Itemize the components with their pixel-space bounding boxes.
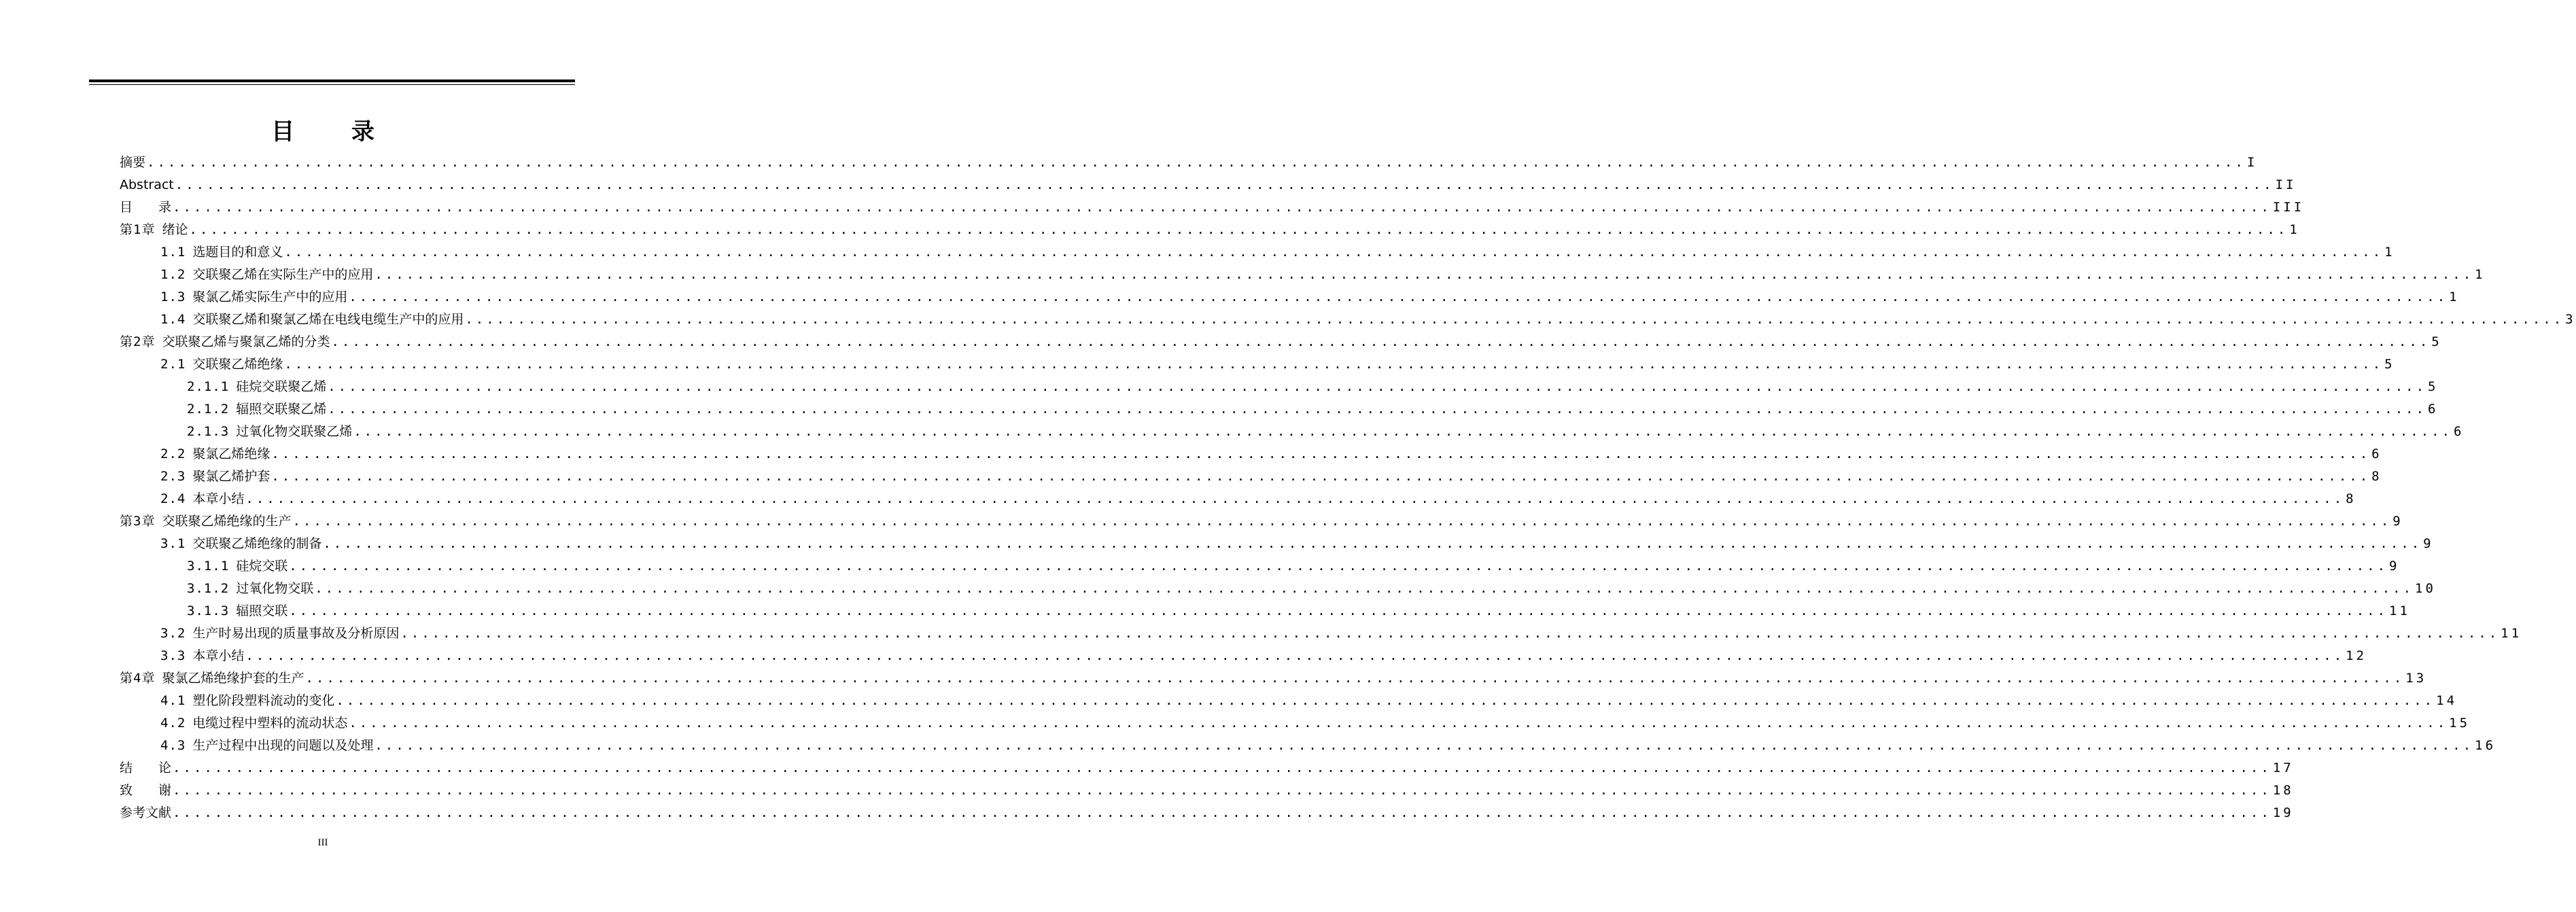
toc-entry[interactable] [160, 286, 2460, 309]
toc-entry-page: 10 [2415, 581, 2436, 596]
toc-leader-dots: ........................................................................................................................................................................................................ [331, 334, 2431, 349]
toc-leader-dots: ........................................................................................................................................................................................................ [289, 559, 2388, 574]
toc-entry-page: 19 [2272, 805, 2294, 820]
toc-entry[interactable] [120, 152, 2258, 174]
toc-entry-number: 2.1.2 [187, 402, 230, 417]
toc-entry-title: 绪论 [162, 222, 188, 237]
toc-leader-dots: ........................................................................................................................................................................................................ [284, 357, 2384, 372]
toc-entry[interactable] [160, 353, 2395, 376]
toc-entry-title: 目 录 [120, 200, 172, 215]
toc-entry-page: 14 [2436, 693, 2458, 708]
toc-title: 目 录 [271, 118, 399, 145]
toc-entry-number: 3.1.3 [187, 603, 230, 618]
toc-entry-page: 1 [2475, 267, 2486, 282]
toc-entry-title: 摘要 [120, 155, 146, 170]
toc-entry[interactable] [120, 779, 2294, 802]
toc-entry[interactable] [187, 421, 2465, 443]
toc-entry-title: 硅烷交联 [236, 559, 288, 574]
toc-entry[interactable] [160, 466, 2382, 488]
toc-entry-number: 第3章 [120, 514, 156, 529]
toc-entry-page: I [2246, 155, 2258, 170]
toc-entry[interactable] [120, 510, 2403, 533]
toc-leader-dots: ........................................................................................................................................................................................................ [173, 783, 2272, 798]
toc-entry-page: 13 [2405, 671, 2427, 686]
toc-entry-number: 2.1.3 [187, 424, 230, 439]
toc-leader-dots: ........................................................................................................................................................................................................ [400, 626, 2500, 641]
toc-entry-page: III [2272, 200, 2305, 215]
toc-entry[interactable] [160, 488, 2356, 510]
toc-entry[interactable] [187, 398, 2439, 421]
toc-entry-title: 参考文献 [120, 805, 172, 820]
toc-entry[interactable] [120, 331, 2442, 353]
toc-entry[interactable] [160, 690, 2458, 712]
toc-entry[interactable] [160, 735, 2496, 757]
toc-leader-dots: ........................................................................................................................................................................................................ [173, 805, 2272, 820]
toc-entry-page: 3 [2565, 312, 2576, 327]
toc-entry-number: 3.2 [160, 626, 186, 641]
toc-leader-dots: ........................................................................................................................................................................................................ [336, 693, 2435, 708]
toc-leader-dots: ........................................................................................................................................................................................................ [292, 514, 2392, 529]
toc-entry-title: 聚氯乙烯实际生产中的应用 [192, 290, 348, 304]
toc-leader-dots: ........................................................................................................................................................................................................ [323, 536, 2422, 551]
toc-entry-page: 5 [2428, 379, 2439, 394]
toc-entry[interactable] [120, 196, 2305, 219]
toc-entry[interactable] [120, 219, 2300, 241]
toc-entry[interactable] [160, 309, 2576, 331]
toc-entry-title: 交联聚乙烯绝缘的生产 [162, 514, 292, 529]
toc-entry[interactable] [120, 667, 2427, 690]
header-rule-thick [89, 80, 575, 82]
toc-leader-dots: ........................................................................................................................................................................................................ [375, 267, 2474, 282]
toc-entry-title: 生产过程中出现的问题以及处理 [192, 738, 374, 753]
toc-entry-title: 聚氯乙烯绝缘护套的生产 [162, 671, 304, 686]
toc-entry-number: 1.3 [160, 290, 186, 304]
toc-entry-title: 交联聚乙烯在实际生产中的应用 [192, 267, 374, 282]
toc-entry-page: 9 [2389, 559, 2400, 574]
toc-entry-number: 4.2 [160, 716, 186, 731]
toc-entry[interactable] [160, 241, 2395, 264]
toc-entry-title: 聚氯乙烯绝缘 [192, 446, 271, 461]
toc-entry-page: 16 [2475, 738, 2496, 753]
toc-entry-page: 8 [2346, 491, 2356, 506]
toc-entry-title: 交联聚乙烯和聚氯乙烯在电线电缆生产中的应用 [192, 312, 464, 327]
toc-entry-title: 辐照交联聚乙烯 [236, 402, 327, 417]
toc-entry-page: 9 [2392, 514, 2403, 529]
toc-entry-title: 交联聚乙烯绝缘 [192, 357, 283, 372]
toc-entry-title: 塑化阶段塑料流动的变化 [192, 693, 335, 708]
toc-entry-page: 5 [2431, 334, 2442, 349]
toc-entry-page: II [2275, 177, 2297, 192]
toc-entry[interactable] [120, 174, 2297, 196]
toc-entry-title: 本章小结 [192, 491, 245, 506]
toc-leader-dots: ........................................................................................................................................................................................................ [173, 760, 2272, 775]
toc-leader-dots: ........................................................................................................................................................................................................ [328, 402, 2427, 417]
toc-entry-page: 9 [2423, 536, 2434, 551]
toc-entry-page: 1 [2449, 290, 2460, 304]
toc-entry-title: 过氧化物交联 [236, 581, 314, 596]
toc-entry-number: 2.1 [160, 357, 186, 372]
toc-entry-title: 交联聚乙烯与聚氯乙烯的分类 [162, 334, 330, 349]
toc-entry-page: 6 [2454, 424, 2465, 439]
toc-leader-dots: ........................................................................................................................................................................................................ [315, 581, 2414, 596]
toc-leader-dots: ........................................................................................................................................................................................................ [328, 379, 2427, 394]
toc-leader-dots: ........................................................................................................................................................................................................ [147, 155, 2246, 170]
toc-entry-number: 第4章 [120, 671, 156, 686]
toc-leader-dots: ........................................................................................................................................................................................................ [245, 648, 2345, 663]
toc-entry-number: 2.3 [160, 469, 186, 484]
toc-leader-dots: ........................................................................................................................................................................................................ [349, 716, 2448, 731]
toc-entry-title: 电缆过程中塑料的流动状态 [192, 716, 348, 731]
toc-entry-number: 1.4 [160, 312, 186, 327]
toc-leader-dots: ........................................................................................................................................................................................................ [375, 738, 2474, 753]
toc-entry-number: 2.2 [160, 446, 186, 461]
toc-leader-dots: ........................................................................................................................................................................................................ [305, 671, 2405, 686]
toc-leader-dots: ........................................................................................................................................................................................................ [284, 245, 2384, 260]
toc-entry-page: 17 [2272, 760, 2294, 775]
toc-entry-number: 第2章 [120, 334, 156, 349]
toc-entry-page: 11 [2501, 626, 2522, 641]
toc-entry-title: 选题目的和意义 [192, 245, 283, 260]
toc-entry[interactable] [187, 376, 2439, 398]
toc-entry[interactable] [187, 578, 2436, 600]
toc-entry-title: 致 谢 [120, 783, 172, 798]
toc-entry-title: 本章小结 [192, 648, 245, 663]
toc-entry-page: 1 [2384, 245, 2395, 260]
toc-entry-title: Abstract [120, 177, 174, 192]
toc-entry[interactable] [160, 533, 2434, 555]
toc-entry[interactable] [187, 555, 2400, 578]
toc-entry-number: 1.1 [160, 245, 186, 260]
toc-leader-dots: ........................................................................................................................................................................................................ [349, 290, 2448, 304]
toc-leader-dots: ........................................................................................................................................................................................................ [175, 177, 2274, 192]
toc-entry-title: 生产时易出现的质量事故及分析原因 [192, 626, 400, 641]
toc-entry-page: 5 [2384, 357, 2395, 372]
toc-leader-dots: ........................................................................................................................................................................................................ [245, 491, 2345, 506]
toc-entry-number: 2.4 [160, 491, 186, 506]
toc-entry-title: 硅烷交联聚乙烯 [236, 379, 327, 394]
toc-leader-dots: ........................................................................................................................................................................................................ [189, 222, 2288, 237]
toc-leader-dots: ........................................................................................................................................................................................................ [271, 469, 2371, 484]
toc-entry[interactable] [160, 264, 2486, 286]
toc-entry-page: 8 [2371, 469, 2382, 484]
toc-entry[interactable] [160, 443, 2382, 466]
toc-entry-number: 3.1.2 [187, 581, 230, 596]
toc-entry-number: 4.1 [160, 693, 186, 708]
toc-entry[interactable] [120, 802, 2294, 824]
toc-entry-number: 4.3 [160, 738, 186, 753]
toc-entry-number: 3.3 [160, 648, 186, 663]
toc-entry-number: 3.1 [160, 536, 186, 551]
page-number: III [317, 837, 328, 848]
toc-entry-number: 第1章 [120, 222, 156, 237]
toc-entry-title: 结 论 [120, 760, 172, 775]
toc-entry-number: 1.2 [160, 267, 186, 282]
toc-entry-page: 11 [2389, 603, 2410, 618]
toc-entry-title: 交联聚乙烯绝缘的制备 [192, 536, 322, 551]
toc-leader-dots: ........................................................................................................................................................................................................ [173, 200, 2272, 215]
toc-entry-page: 1 [2289, 222, 2300, 237]
header-rule-thin [89, 84, 575, 85]
toc-entry-page: 18 [2272, 783, 2294, 798]
toc-leader-dots: ........................................................................................................................................................................................................ [353, 424, 2453, 439]
toc-entry-title: 辐照交联 [236, 603, 288, 618]
toc-entry-title: 聚氯乙烯护套 [192, 469, 271, 484]
toc-entry-title: 过氧化物交联聚乙烯 [236, 424, 353, 439]
toc-entry[interactable] [160, 645, 2367, 667]
toc-entry-page: 6 [2428, 402, 2439, 417]
toc-entry[interactable] [160, 712, 2471, 735]
toc-entry[interactable] [160, 622, 2522, 645]
toc-entry-page: 6 [2371, 446, 2382, 461]
toc-entry-number: 2.1.1 [187, 379, 230, 394]
toc-entry[interactable] [187, 600, 2410, 622]
toc-entry-page: 12 [2346, 648, 2367, 663]
toc-entry-number: 3.1.1 [187, 559, 230, 574]
toc-leader-dots: ........................................................................................................................................................................................................ [289, 603, 2388, 618]
toc-leader-dots: ........................................................................................................................................................................................................ [465, 312, 2564, 327]
toc-entry-page: 15 [2449, 716, 2471, 731]
toc-entry[interactable] [120, 757, 2294, 779]
toc-leader-dots: ........................................................................................................................................................................................................ [271, 446, 2371, 461]
